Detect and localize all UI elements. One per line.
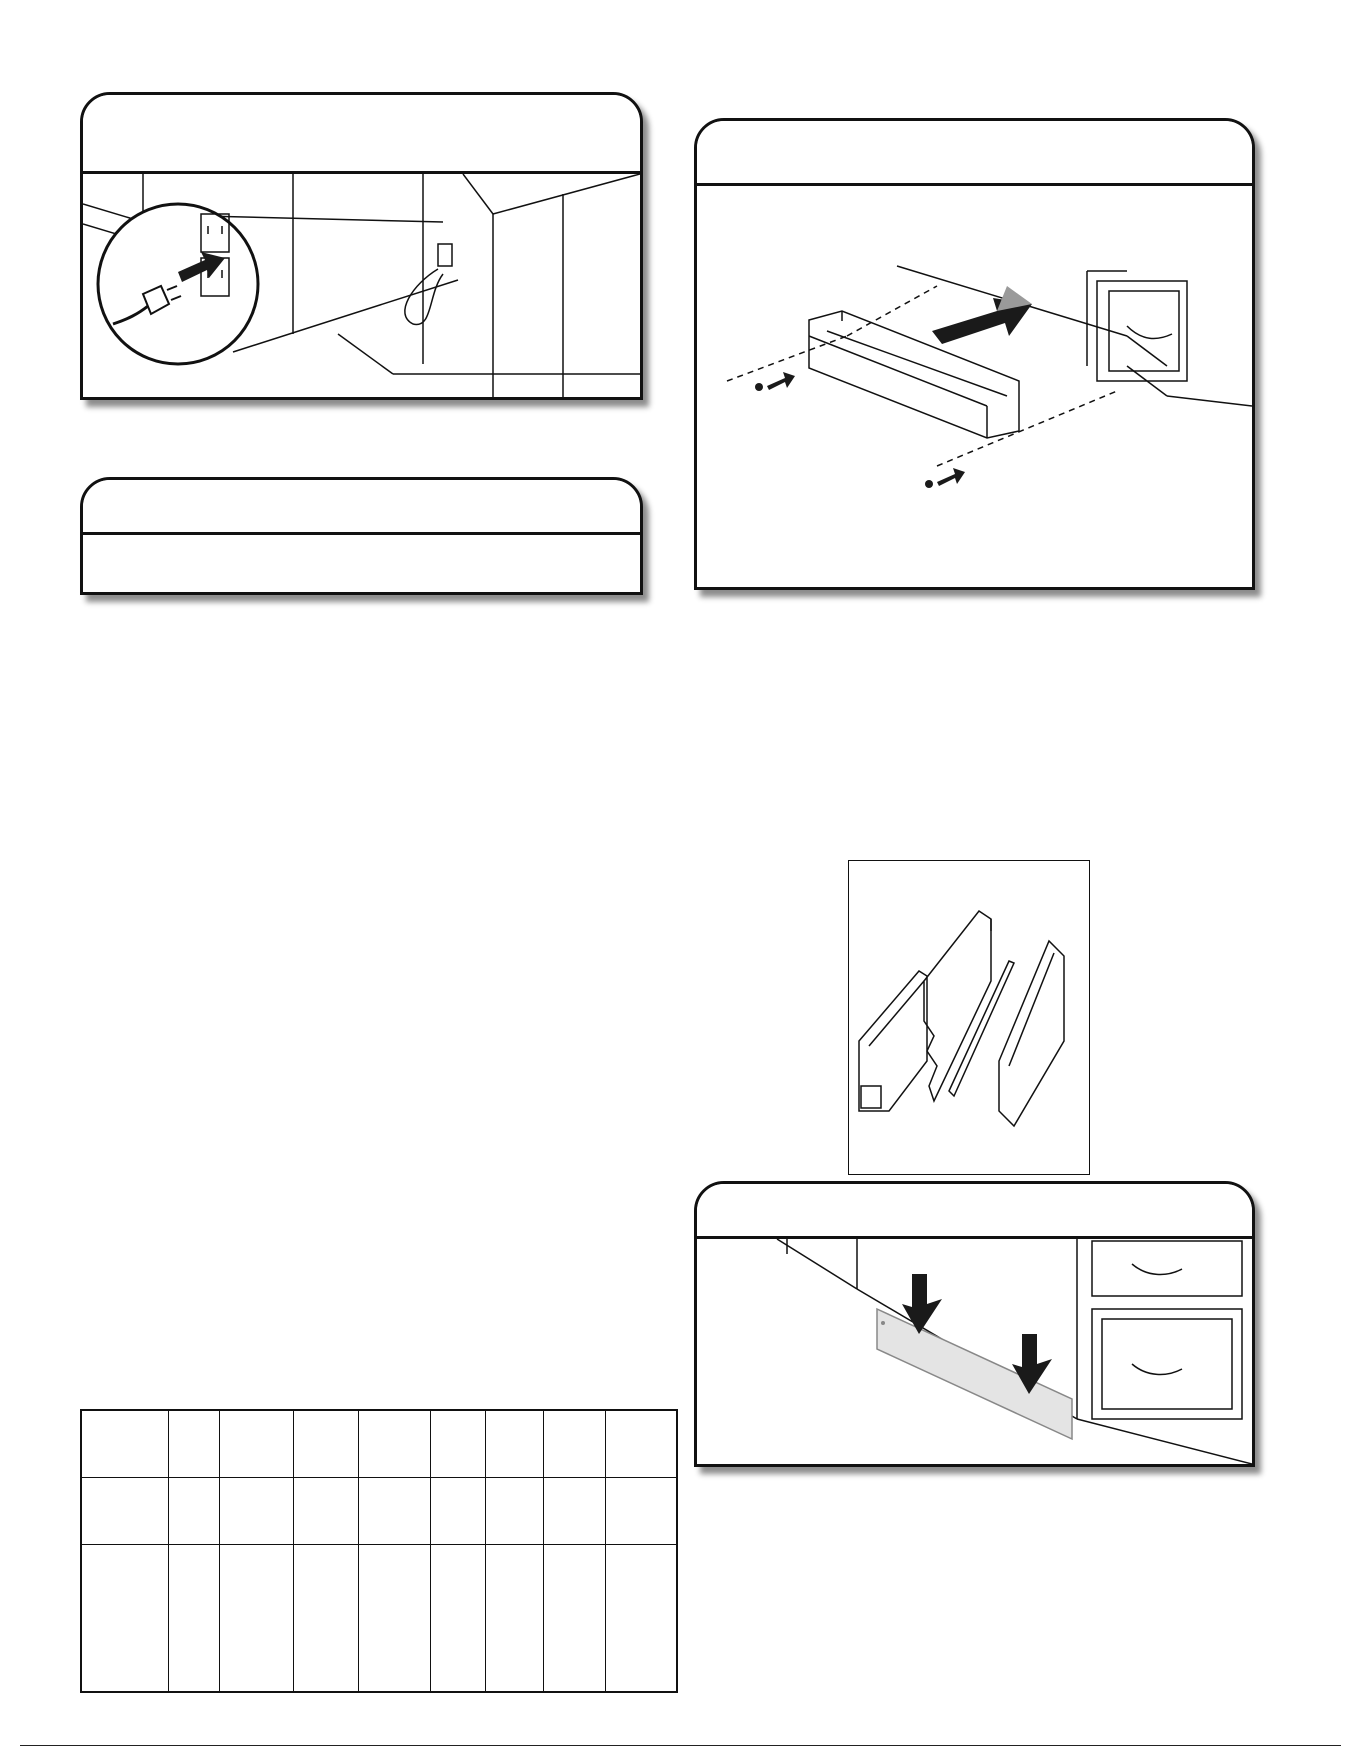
panel-illustration — [83, 174, 640, 397]
table-cell — [220, 1410, 294, 1477]
table-cell — [486, 1477, 544, 1544]
table-cell — [431, 1544, 486, 1692]
cabinet-drawer-icon — [1087, 271, 1252, 406]
toe-kick-parts-illustration — [849, 861, 1089, 1174]
push-arrow-icon — [932, 286, 1032, 344]
footer-rule — [20, 1745, 1341, 1746]
magnify-callout — [98, 204, 258, 364]
table-cell — [220, 1544, 294, 1692]
table-cell — [431, 1410, 486, 1477]
table-cell — [358, 1544, 431, 1692]
table-row — [81, 1477, 677, 1544]
cabinet-drawer-icon — [1077, 1241, 1252, 1464]
panel-header — [83, 95, 640, 174]
table-cell — [81, 1410, 169, 1477]
table-cell — [486, 1410, 544, 1477]
figure-toe-kick-install-panel — [694, 1181, 1255, 1467]
table-cell — [81, 1477, 169, 1544]
outlet-illustration — [83, 174, 640, 397]
table-cell — [431, 1477, 486, 1544]
table-cell — [543, 1544, 605, 1692]
table-cell — [169, 1477, 220, 1544]
panel-illustration — [697, 1239, 1252, 1464]
table-row — [81, 1544, 677, 1692]
table-cell — [81, 1544, 169, 1692]
screw-icon — [925, 468, 965, 488]
table-cell — [169, 1410, 220, 1477]
toe-kick-parts-box — [848, 860, 1090, 1175]
table-cell — [605, 1410, 677, 1477]
table-cell — [605, 1544, 677, 1692]
toe-kick-install-illustration — [697, 1239, 1252, 1464]
figure-outlet-panel — [80, 92, 643, 400]
table-cell — [169, 1544, 220, 1692]
panel-illustration — [697, 186, 1252, 587]
panel-header — [83, 480, 640, 535]
bracket-icon — [859, 911, 1064, 1126]
specifications-table — [80, 1409, 678, 1693]
table-cell — [358, 1477, 431, 1544]
table-row — [81, 1410, 677, 1477]
table-cell — [293, 1544, 358, 1692]
figure-step-panel — [80, 477, 643, 595]
figure-toe-kick-mount-panel — [694, 118, 1255, 590]
panel-header — [697, 121, 1252, 186]
table-cell — [293, 1410, 358, 1477]
screw-icon — [755, 372, 795, 391]
table-cell — [293, 1477, 358, 1544]
table-cell — [605, 1477, 677, 1544]
bracket-icon — [809, 311, 1019, 438]
table-cell — [358, 1410, 431, 1477]
table-cell — [543, 1410, 605, 1477]
table-cell — [486, 1544, 544, 1692]
table-cell — [543, 1477, 605, 1544]
panel-header — [697, 1184, 1252, 1239]
toe-kick-mount-illustration — [697, 186, 1252, 587]
table-cell — [220, 1477, 294, 1544]
